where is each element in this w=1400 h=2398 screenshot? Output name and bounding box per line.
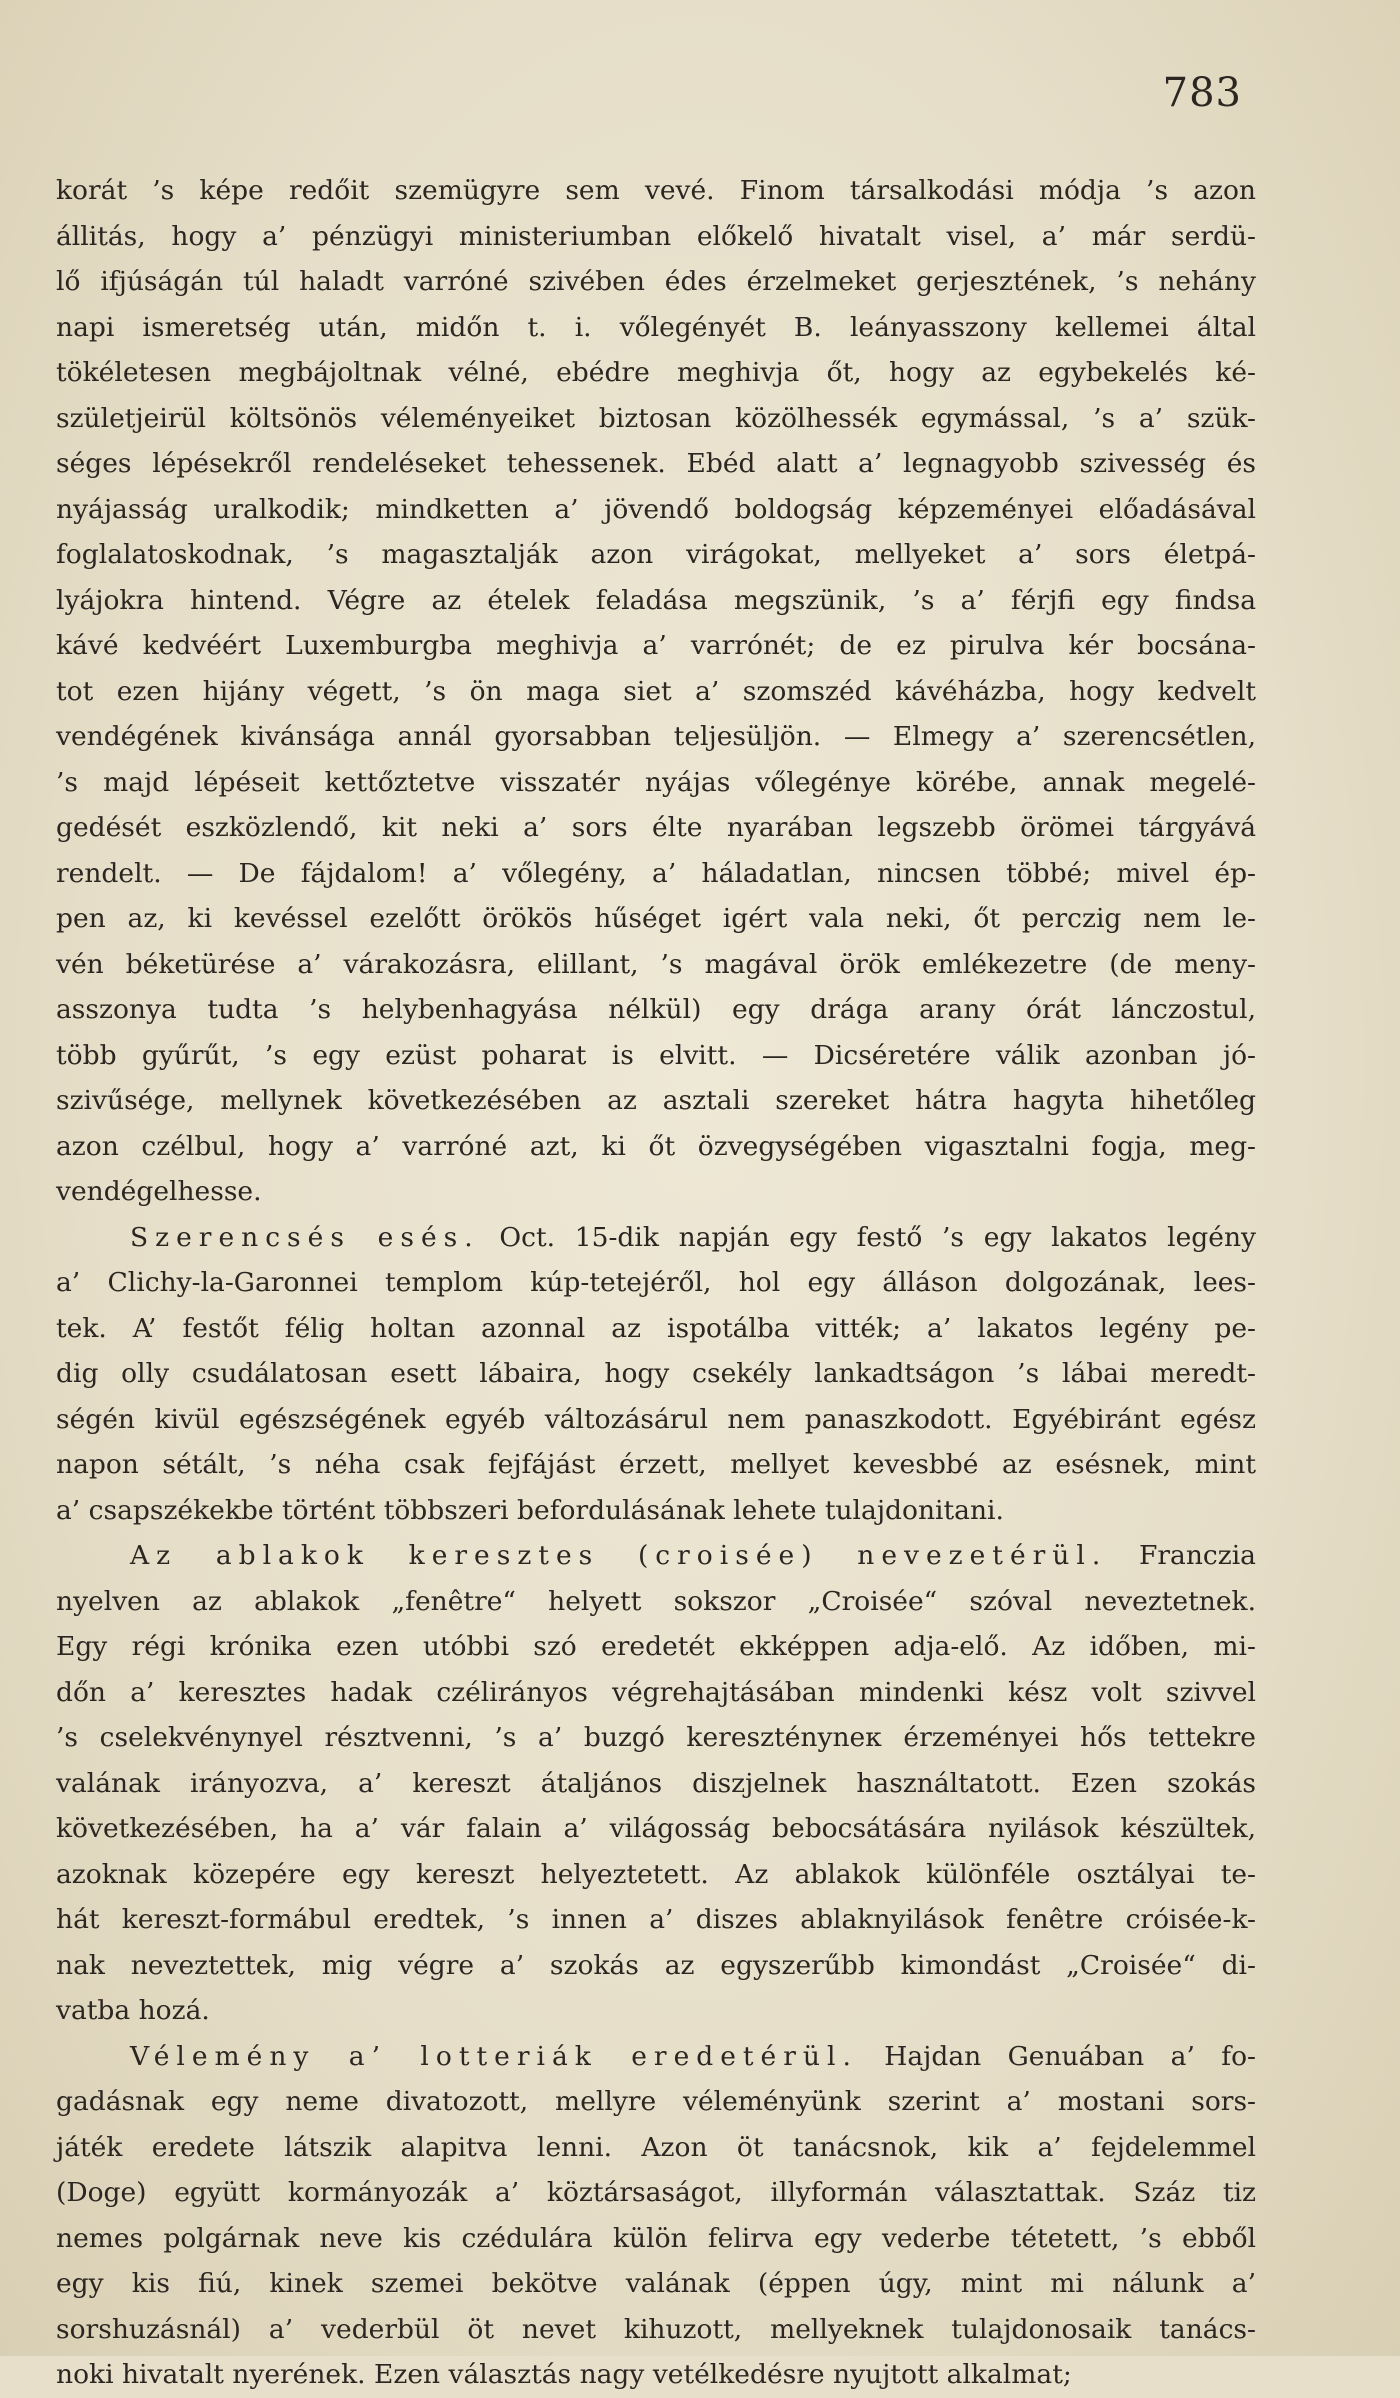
line-text: foglalatoskodnak, ’s magasztalják azon virágokat, mellyeket a’ sors életpá-	[56, 539, 1256, 570]
line-text: gadásnak egy neme divatozott, mellyre véleményünk szerint a’ mostani sors-	[56, 2086, 1256, 2117]
text-line	[56, 532, 1256, 578]
text-line	[56, 1442, 1256, 1488]
line-text: Oct. 15-dik napján egy festő ’s egy lakatos legény	[479, 1221, 1256, 1253]
line-text: vendégének kivánsága annál gyorsabban teljesüljön. — Elmegy a’ szerencsétlen,	[56, 721, 1256, 752]
line-text: a’ csapszékekbe történt többszeri befordulásának lehete tulajdonitani.	[56, 1494, 1004, 1526]
text-line	[56, 350, 1256, 396]
text-line	[56, 942, 1256, 988]
text-line	[56, 2352, 1256, 2398]
text-line	[56, 1624, 1256, 1670]
line-text: tot ezen hijány végett, ’s ön maga siet a’ szomszéd kávéházba, hogy kedvelt	[56, 675, 1256, 707]
line-text: dig olly csudálatosan esett lábaira, hogy csekély lankadtságon ’s lábai meredt-	[56, 1358, 1256, 1389]
line-text: valának irányozva, a’ kereszt átaljános diszjelnek használtatott. Ezen szokás	[56, 1767, 1256, 1799]
line-text: szivűsége, mellynek következésében az asztali szereket hátra hagyta hihetőleg	[56, 1085, 1256, 1116]
text-line	[56, 441, 1256, 487]
text-line	[56, 1897, 1256, 1943]
text-line	[56, 896, 1256, 942]
text-line	[56, 1533, 1256, 1579]
text-line	[56, 214, 1256, 260]
text-line	[56, 1078, 1256, 1124]
line-text: születjeirül költsönös véleményeiket biztosan közölhessék egymással, ’s a’ szük-	[56, 402, 1256, 434]
text-line	[56, 1943, 1256, 1989]
text-line	[56, 805, 1256, 851]
line-text: játék eredete látszik alapitva lenni. Azon öt tanácsnok, kik a’ fejdelemmel	[56, 2131, 1256, 2163]
text-line	[56, 1397, 1256, 1443]
text-line	[56, 1351, 1256, 1397]
line-text: séges lépésekről rendeléseket tehessenek. Ebéd alatt a’ legnagyobb szivesség és	[56, 448, 1256, 479]
text-line	[56, 2125, 1256, 2171]
text-line	[56, 2079, 1256, 2125]
text-line	[56, 578, 1256, 624]
line-text: több gyűrűt, ’s egy ezüst poharat is elvitt. — Dicséretére válik azonban jó-	[56, 1039, 1256, 1071]
line-text: nemes polgárnak neve kis czédulára külön felirva egy vederbe tétetett, ’s ebből	[56, 2222, 1256, 2254]
line-text: korát ’s képe redőit szemügyre sem vevé. Finom társalkodási módja ’s azon	[56, 175, 1256, 206]
line-text: állitás, hogy a’ pénzügyi ministeriumban előkelő hivatalt visel, a’ már serdü-	[56, 220, 1256, 252]
line-text: pen az, ki kevéssel ezelőtt örökös hűséget igért vala neki, őt perczig nem le-	[56, 903, 1256, 934]
text-line	[56, 487, 1256, 533]
text-line	[56, 1260, 1256, 1306]
text-line	[56, 2034, 1256, 2080]
line-text: ségén kivül egészségének egyéb változásárul nem panaszkodott. Egyébiránt egész	[56, 1403, 1256, 1435]
text-line	[56, 1670, 1256, 1716]
text-line	[56, 1579, 1256, 1625]
text-line	[56, 168, 1256, 214]
text-line	[56, 1306, 1256, 1352]
line-text: tek. A’ festőt félig holtan azonnal az ispotálba vitték; a’ lakatos legény pe-	[56, 1312, 1256, 1344]
section-title: Az ablakok keresztes (croisée) nevezetérül.	[130, 1540, 1108, 1571]
line-text: Egy régi krónika ezen utóbbi szó eredetét ekképpen adja-elő. Az időben, mi-	[56, 1631, 1256, 1662]
line-text: azon czélbul, hogy a’ varróné azt, ki őt özvegységében vigasztalni fogja, meg-	[56, 1130, 1256, 1162]
line-text: lyájokra hintend. Végre az ételek feladása megszünik, ’s a’ férjfi egy findsa	[56, 584, 1256, 616]
text-line	[56, 669, 1256, 715]
line-text: tökéletesen megbájoltnak vélné, ebédre meghivja őt, hogy az egybekelés ké-	[56, 357, 1256, 388]
line-text: hát kereszt-formábul eredtek, ’s innen a’ diszes ablaknyilások fenêtre cróisée-k-	[56, 1904, 1256, 1935]
text-line	[56, 714, 1256, 760]
line-text: ’s majd lépéseit kettőztetve visszatér nyájas vőlegénye körébe, annak megelé-	[56, 766, 1256, 798]
text-line	[56, 1761, 1256, 1807]
text-line	[56, 1488, 1256, 1534]
line-text: kávé kedvéért Luxemburgba meghivja a’ varrónét; de ez pirulva kér bocsána-	[56, 630, 1256, 661]
line-text: Franczia	[1107, 1540, 1256, 1571]
text-line	[56, 305, 1256, 351]
text-line	[56, 1988, 1256, 2034]
text-line	[56, 1715, 1256, 1761]
line-text: napon sétált, ’s néha csak fejfájást érzett, mellyet kevesbbé az esésnek, mint	[56, 1449, 1256, 1480]
paragraph	[56, 1533, 1256, 2034]
line-text: vén béketürése a’ várakozásra, elillant, ’s magával örök emlékezetre (de meny-	[56, 948, 1256, 980]
text-line	[56, 760, 1256, 806]
line-text: gedését eszközlendő, kit neki a’ sors élte nyarában legszebb örömei tárgyává	[56, 812, 1256, 843]
line-text: Hajdan Genuában a’ fo-	[857, 2040, 1256, 2072]
text-line	[56, 396, 1256, 442]
paragraph	[56, 168, 1256, 1215]
text-line	[56, 2170, 1256, 2216]
line-text: vendégelhesse.	[56, 1176, 262, 1207]
line-text: (Doge) együtt kormányozák a’ köztársaságot, illyformán választattak. Száz tiz	[56, 2177, 1256, 2208]
line-text: asszonya tudta ’s helybenhagyása nélkül) egy drága arany órát lánczostul,	[56, 994, 1256, 1025]
line-text: napi ismeretség után, midőn t. i. vőlegényét B. leányasszony kellemei által	[56, 311, 1256, 343]
line-text: nyájasság uralkodik; mindketten a’ jövendő boldogság képzeményei előadásával	[56, 493, 1256, 525]
line-text: ’s cselekvénynyel résztvenni, ’s a’ buzgó keresztényneк érzeményei hős tettekre	[56, 1722, 1256, 1753]
line-text: noki hivatalt nyerének. Ezen választás nagy vetélkedésre nyujtott alkalmat;	[56, 2359, 1072, 2390]
text-line	[56, 1852, 1256, 1898]
text-line	[56, 2261, 1256, 2307]
line-text: lő ifjúságán túl haladt varróné szivében édes érzelmeket gerjesztének, ’s nehány	[56, 266, 1256, 297]
text-line	[56, 1215, 1256, 1261]
line-text: rendelt. — De fájdalom! a’ vőlegény, a’ háladatlan, nincsen többé; mivel ép-	[56, 857, 1256, 889]
page-number: 783	[1162, 70, 1242, 116]
line-text: dőn a’ keresztes hadak czélirányos végrehajtásában mindenki kész volt szivvel	[56, 1676, 1256, 1708]
line-text: következésében, ha a’ vár falain a’ világosság bebocsátására nyilások készültek,	[56, 1813, 1256, 1844]
text-line	[56, 1124, 1256, 1170]
line-text: sorshuzásnál) a’ vederbül öt nevet kihuzott, mellyeknek tulajdonosaik tanács-	[56, 2313, 1256, 2345]
paragraph	[56, 2034, 1256, 2398]
paragraph	[56, 1215, 1256, 1534]
text-line	[56, 2307, 1256, 2353]
text-line	[56, 2216, 1256, 2262]
text-line	[56, 259, 1256, 305]
line-text: nyelven az ablakok „fenêtre“ helyett sokszor „Croisée“ szóval neveztetnek.	[56, 1585, 1256, 1617]
text-line	[56, 623, 1256, 669]
line-text: nak neveztettek, mig végre a’ szokás az egyszerűbb kimondást „Croisée“ di-	[56, 1949, 1256, 1981]
page-text	[56, 168, 1256, 2398]
text-line	[56, 1806, 1256, 1852]
text-line	[56, 987, 1256, 1033]
line-text: egy kis fiú, kinek szemei bekötve valának (éppen úgy, mint mi nálunk a’	[56, 2268, 1256, 2299]
text-line	[56, 1033, 1256, 1079]
line-text: azoknak közepére egy kereszt helyeztetett. Az ablakok különféle osztályai te-	[56, 1858, 1256, 1890]
text-line	[56, 1169, 1256, 1215]
section-title: Szerencsés esés.	[130, 1221, 480, 1253]
line-text: vatba hozá.	[56, 1995, 210, 2026]
text-line	[56, 851, 1256, 897]
section-title: Vélemény a’ lotteriák eredetérül.	[130, 2040, 858, 2072]
line-text: a’ Clichy-la-Garonnei templom kúp-tetejéről, hol egy álláson dolgozának, lees-	[56, 1267, 1256, 1298]
